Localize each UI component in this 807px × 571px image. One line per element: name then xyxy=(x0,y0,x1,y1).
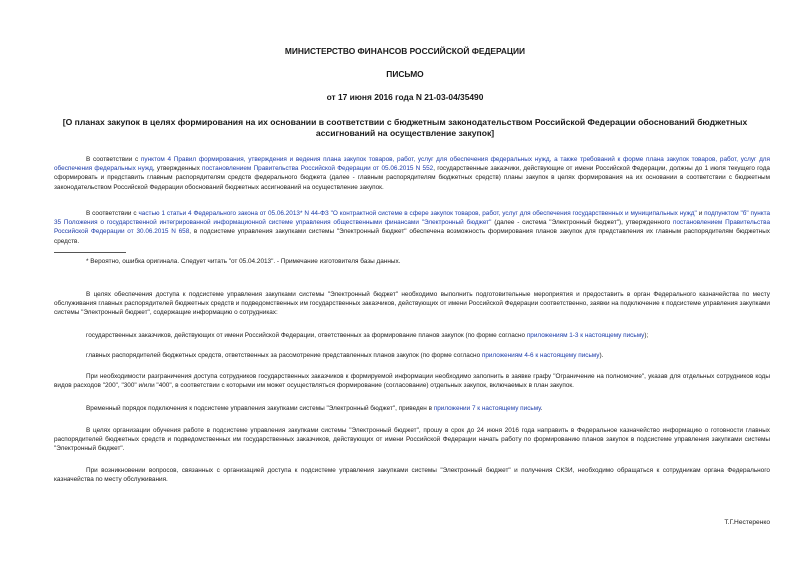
p4-text: государственных заказчиков, действующих от имени Российской Федерации, ответственных за формирование планов закупок (по форме согласно xyxy=(86,332,527,339)
paragraph-7 xyxy=(54,404,770,413)
doc-title: [О планах закупок в целях формирования на их основании в соответствии с бюджетным законодательством Российской Федерации обоснований бюджетных ассигнований на осуществление закупок] xyxy=(62,117,748,138)
p2-text: , в подсистеме управления закупками системы "Электронный бюджет" обеспечена возможность формирования планов закупок для представления их главным распорядителям бюджетных средств. xyxy=(54,228,770,245)
p2-text: (далее - система "Электронный бюджет"), утвержденного xyxy=(491,219,673,227)
p1-text: , утвержденных xyxy=(152,165,203,173)
paragraph-5 xyxy=(54,351,770,360)
link-decree-552[interactable]: постановлением Правительства Российской Федерации от 05.06.2015 N 552 xyxy=(202,165,434,173)
ministry-heading: МИНИСТЕРСТВО ФИНАНСОВ РОССИЙСКОЙ ФЕДЕРАЦИИ xyxy=(284,46,526,56)
link-appendix-7[interactable]: приложении 7 к настоящему письму xyxy=(433,405,541,412)
paragraph-1 xyxy=(54,155,770,192)
paragraph-6: При необходимости разграничения доступа сотрудников государственных заказчиков к формируемой информации необходимо заполнить в заявке графу "Ограничение на полномочие", указав для отдельных сотрудников коды видов расходов "200", "300" и/или "400", в соответствии с которыми им может осуществляться формирование (согласование) отдельных закупок, включаемых в план закупок. xyxy=(54,373,770,390)
signature: Т.Г.Нестеренко xyxy=(724,519,770,526)
p7-text: Временный порядок подключения к подсистеме управления закупками системы "Электронный бюджет", приведен в xyxy=(86,405,434,412)
paragraph-4 xyxy=(54,331,770,340)
p2-text: В соответствии с xyxy=(86,210,139,217)
paragraph-2 xyxy=(54,209,770,246)
doc-type: ПИСЬМО xyxy=(386,69,424,79)
link-appendix-4-6[interactable]: приложениям 4-6 к настоящему письму xyxy=(481,352,600,359)
paragraph-3: В целях обеспечения доступа к подсистеме управления закупками системы "Электронный бюджет" необходимо выполнить подготовительные мероприятия и предоставить в орган Федерального казначейства по месту обслуживания главных распорядителей бюджетных средств и подведомственных им государственных заказчиков, действующих от имени Российской Федерации соответственно, заявки на подключение к подсистеме управления закупками системы "Электронный бюджет", содержащие информацию о сотрудниках: xyxy=(54,291,770,317)
link-decree-658[interactable]: постановлением Правительства Российской Федерации от 30.06.2015 N 658 xyxy=(54,219,771,236)
date-number: от 17 июня 2016 года N 21-03-04/35490 xyxy=(326,92,484,102)
p5-text: главных распорядителей бюджетных средств, ответственных за рассмотрение представленных планов закупок (по форме согласно xyxy=(86,352,482,359)
p5-text: ). xyxy=(599,352,604,359)
paragraph-9: При возникновении вопросов, связанных с организацией доступа к подсистеме управления закупками системы "Электронный бюджет" и получения СКЗИ, необходимо обращаться к сотрудникам органа Федерального казначейства по месту обслуживания. xyxy=(54,467,770,484)
footnote-divider xyxy=(54,252,126,253)
link-appendix-1-3[interactable]: приложениям 1-3 к настоящему письму xyxy=(526,332,645,339)
link-law-44fz[interactable]: частью 1 статьи 4 Федерального закона от 05.06.2013* N 44-ФЗ "О контрактной системе в сфере закупок товаров, работ, услуг для обеспечения государственных и муниципальных нужд" xyxy=(138,210,697,217)
p1-text: , государственные заказчики, действующие от имени Российской Федерации, должны до 1 июля текущего года сформировать и представить главным распорядителям средств федерального бюджета (далее - главным распорядителям бюджетных средств) планы закупок в целях формирования на их основании в соответствии с бюджетным законодательством Российской Федерации обоснований бюджетных ассигнований на осуществление закупок. xyxy=(54,165,770,191)
p4-text: ); xyxy=(644,332,649,339)
footnote: * Вероятно, ошибка оригинала. Следует читать "от 05.04.2013". - Примечание изготовителя базы данных. xyxy=(86,258,401,265)
p2-text: и xyxy=(696,210,705,217)
link-plan-rules[interactable]: пунктом 4 Правил формирования, утверждения и ведения плана закупок товаров, работ, услуг для обеспечения федеральных нужд, а также требований к форме плана закупок товаров, работ, услуг для обеспечения федеральных нужд xyxy=(54,156,770,173)
p7-text: . xyxy=(540,405,543,412)
p1-text: В соответствии с xyxy=(86,156,141,163)
paragraph-8: В целях организации обучения работе в подсистеме управления закупками системы "Электронный бюджет", прошу в срок до 24 июня 2016 года направить в Федеральное казначейство информацию о готовности главных распорядителей бюджетных средств и подведомственных им государственных заказчиков, действующих от имени Российской Федерации начать работу по формированию планов закупок в подсистеме управления закупками системы "Электронный бюджет". xyxy=(54,427,770,453)
link-subpoint-35[interactable]: подпунктом "б" пункта 35 Положения о государственной интегрированной информационной системе управления общественными финансами "Электронный бюджет" xyxy=(54,210,771,227)
